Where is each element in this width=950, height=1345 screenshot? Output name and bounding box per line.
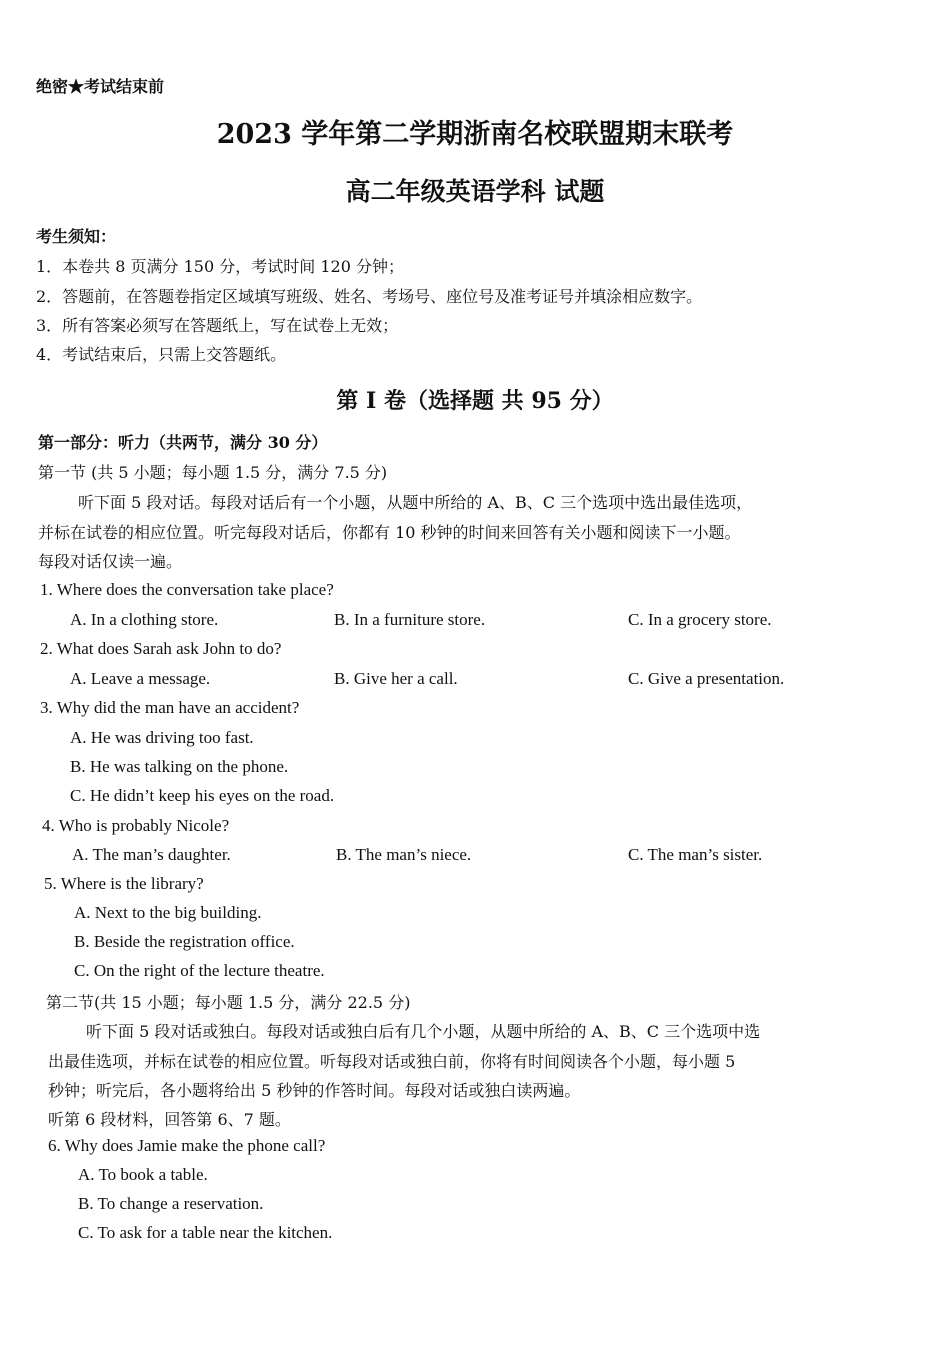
option-a: A. The man’s daughter. — [72, 845, 231, 864]
option-a: A. Next to the big building. — [74, 903, 262, 922]
section1-instruction: 并标在试卷的相应位置。听完每段对话后，你都有 10 秒钟的时间来回答有关小题和阅读下一小题。 — [38, 523, 741, 542]
notice-item: 4．考试结束后，只需上交答题纸。 — [36, 345, 287, 364]
exam-title: 2023 学年第二学期浙南名校联盟期末联考 — [216, 119, 734, 150]
question: 5. Where is the library? — [44, 874, 204, 893]
notice-item: 3．所有答案必须写在答题纸上，写在试卷上无效； — [36, 316, 399, 335]
option-a: A. In a clothing store. — [70, 610, 219, 629]
section2-instruction: 秒钟；听完后，各小题将给出 5 秒钟的作答时间。每段对话或独白读两遍。 — [48, 1081, 581, 1100]
option-c: C. On the right of the lecture theatre. — [74, 961, 325, 980]
option-a: A. He was driving too fast. — [70, 728, 254, 747]
confidential-label: 绝密★考试结束前 — [36, 77, 165, 96]
section2-instruction: 出最佳选项，并标在试卷的相应位置。听每段对话或独白前，你将有时间阅读各个小题，每小题 5 — [48, 1052, 736, 1071]
option-b: B. He was talking on the phone. — [70, 757, 289, 776]
option-c: C. Give a presentation. — [628, 669, 785, 688]
option-b: B. Give her a call. — [334, 669, 458, 688]
question: 6. Why does Jamie make the phone call? — [48, 1136, 326, 1155]
exam-subtitle: 高二年级英语学科 试题 — [345, 177, 605, 206]
notice-item: 2．答题前，在答题卷指定区域填写班级、姓名、考场号、座位号及准考证号并填涂相应数字。 — [36, 287, 703, 306]
section1-heading: 第一节 (共 5 小题；每小题 1.5 分，满分 7.5 分) — [38, 463, 388, 482]
question: 2. What does Sarah ask John to do? — [40, 639, 282, 658]
option-a: A. Leave a message. — [70, 669, 211, 688]
section2-heading: 第二节(共 15 小题；每小题 1.5 分，满分 22.5 分) — [46, 993, 411, 1012]
section2-instruction: 听下面 5 段对话或独白。每段对话或独白后有几个小题，从题中所给的 A、B、C 三个选项中选 — [86, 1022, 761, 1041]
material-label: 听第 6 段材料，回答第 6、7 题。 — [48, 1110, 291, 1129]
section1-instruction: 听下面 5 段对话。每段对话后有一个小题，从题中所给的 A、B、C 三个选项中选出最佳选项， — [78, 493, 753, 512]
option-c: C. To ask for a table near the kitchen. — [78, 1223, 333, 1242]
question: 1. Where does the conversation take place? — [40, 580, 334, 599]
option-c: C. He didn’t keep his eyes on the road. — [70, 786, 335, 805]
section1-instruction: 每段对话仅读一遍。 — [38, 552, 183, 571]
notice-item: 1．本卷共 8 页满分 150 分，考试时间 120 分钟； — [36, 257, 404, 276]
volume-title: 第 I 卷（选择题 共 95 分） — [336, 388, 614, 414]
option-b: B. The man’s niece. — [336, 845, 472, 864]
option-b: B. Beside the registration office. — [74, 932, 295, 951]
notice-heading: 考生须知： — [36, 227, 117, 246]
question: 3. Why did the man have an accident? — [40, 698, 300, 717]
option-b: B. In a furniture store. — [334, 610, 486, 629]
option-c: C. In a grocery store. — [628, 610, 772, 629]
option-b: B. To change a reservation. — [78, 1194, 264, 1213]
question: 4. Who is probably Nicole? — [42, 816, 230, 835]
option-a: A. To book a table. — [78, 1165, 208, 1184]
part1-heading: 第一部分：听力（共两节，满分 30 分） — [38, 433, 328, 452]
option-c: C. The man’s sister. — [628, 845, 763, 864]
